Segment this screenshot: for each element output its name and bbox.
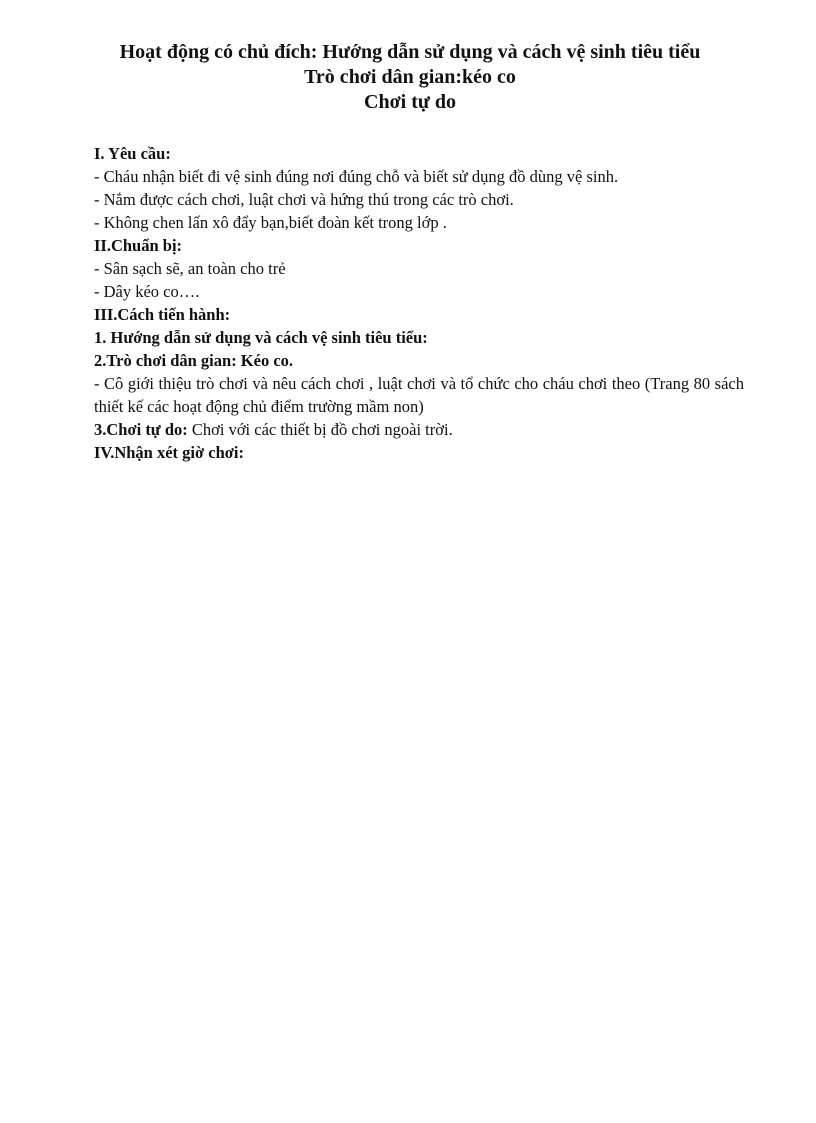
procedure-step-3-text: Chơi với các thiết bị đồ chơi ngoài trời. [187, 420, 453, 439]
procedure-step-3-label: 3.Chơi tự do: [94, 420, 188, 439]
requirement-item: - Không chen lấn xô đẩy bạn,biết đoàn kết trong lớp . [94, 213, 447, 232]
procedure-step-1-heading: 1. Hướng dẫn sử dụng và cách vệ sinh tiêu tiểu: [94, 328, 428, 347]
document-title [60, 40, 760, 115]
procedure-step-3 [94, 418, 744, 441]
procedure-step-2-text: - Cô giới thiệu trò chơi và nêu cách chơi , luật chơi và tổ chức cho cháu chơi theo (Trang 80 sách thiết kế các hoạt động chủ điểm trường mầm non) [94, 374, 744, 416]
preparation-item: - Dây kéo co…. [94, 282, 200, 301]
title-line-1: Hoạt động có chủ đích: Hướng dẫn sử dụng và cách vệ sinh tiêu tiểu [119, 41, 701, 63]
document-body [94, 142, 744, 464]
requirement-item: - Nắm được cách chơi, luật chơi và hứng thú trong các trò chơi. [94, 190, 514, 209]
requirement-item: - Cháu nhận biết đi vệ sinh đúng nơi đúng chỗ và biết sử dụng đồ dùng vệ sinh. [94, 167, 619, 186]
section-heading-requirements: I. Yêu cầu: [94, 144, 171, 163]
section-heading-preparation: II.Chuẩn bị: [94, 236, 183, 255]
procedure-step-2-heading: 2.Trò chơi dân gian: Kéo co. [94, 351, 294, 370]
title-line-2: Trò chơi dân gian:kéo co [304, 66, 516, 88]
section-heading-procedure: III.Cách tiến hành: [94, 305, 231, 324]
section-heading-review: IV.Nhận xét giờ chơi: [94, 443, 244, 462]
title-line-3: Chơi tự do [364, 91, 456, 113]
preparation-item: - Sân sạch sẽ, an toàn cho trẻ [94, 259, 286, 278]
